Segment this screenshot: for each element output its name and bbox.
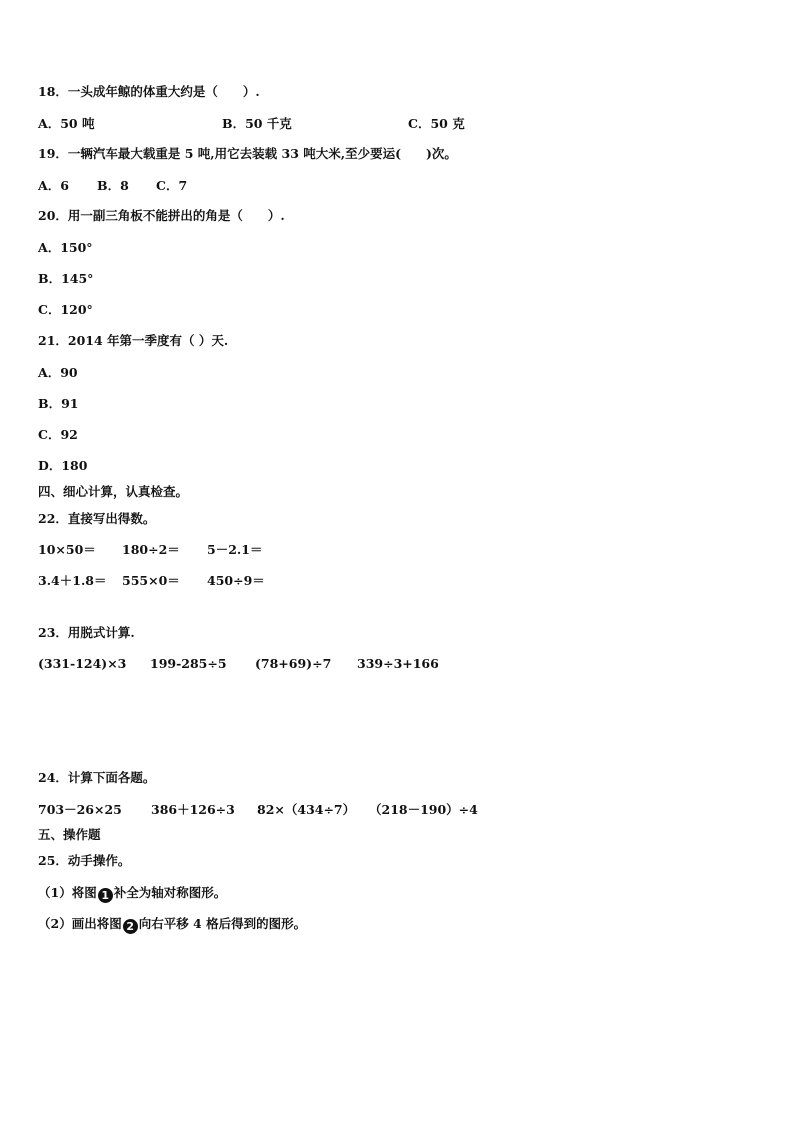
q22-expr: 555×0＝: [122, 573, 180, 588]
q21-option-b: B．91: [38, 396, 79, 411]
q21-option-d: D．180: [38, 458, 88, 473]
q23-expr: (78+69)÷7: [255, 656, 332, 671]
q25-sub1-suffix: 补全为轴对称图形。: [113, 885, 227, 900]
q25-sub1: [38, 885, 226, 903]
q23-stem: 23．用脱式计算.: [38, 625, 135, 640]
q19-option-b: B．8: [97, 178, 129, 193]
q21-option-c: C．92: [38, 427, 78, 442]
q21-option-a: A．90: [38, 365, 78, 380]
q20-option-c: C．120°: [38, 302, 93, 317]
q23-expr: 339÷3+166: [357, 656, 439, 671]
q22-expr: 5－2.1＝: [207, 542, 263, 557]
q25-sub2-prefix: （2）画出将图: [38, 916, 122, 931]
q25-stem: 25．动手操作。: [38, 853, 131, 868]
q21-stem: 21．2014 年第一季度有（ ）天.: [38, 333, 229, 348]
figure-two-mark: 2: [123, 919, 138, 934]
q18-option-a: A．50 吨: [38, 116, 95, 131]
q22-stem: 22．直接写出得数。: [38, 511, 156, 526]
q24-expr: 82×（434÷7）: [257, 802, 356, 817]
section-five-heading: 五、操作题: [38, 827, 101, 842]
section-four-heading: 四、细心计算，认真检查。: [38, 484, 189, 499]
figure-one-mark: 1: [98, 888, 113, 903]
q22-expr: 180÷2＝: [122, 542, 180, 557]
q18-stem: 18．一头成年鲸的体重大约是（ ）.: [38, 84, 260, 99]
q25-sub2-suffix: 向右平移 4 格后得到的图形。: [138, 916, 307, 931]
q23-expr: 199-285÷5: [150, 656, 227, 671]
q20-option-a: A．150°: [38, 240, 93, 255]
q18-option-b: B．50 千克: [222, 116, 292, 131]
q22-expr: 10×50＝: [38, 542, 96, 557]
q22-expr: 3.4＋1.8＝: [38, 573, 107, 588]
q19-option-c: C．7: [156, 178, 188, 193]
q25-sub1-prefix: （1）将图: [38, 885, 97, 900]
q23-expr: (331-124)×3: [38, 656, 127, 671]
q24-expr: 703－26×25: [38, 802, 122, 817]
q25-sub2: [38, 916, 306, 934]
q18-option-c: C．50 克: [408, 116, 465, 131]
q24-stem: 24．计算下面各题。: [38, 770, 156, 785]
q20-option-b: B．145°: [38, 271, 94, 286]
q19-stem: 19．一辆汽车最大载重是 5 吨,用它去装载 33 吨大米,至少要运( )次。: [38, 146, 457, 161]
q24-expr: （218－190）÷4: [369, 802, 478, 817]
q19-option-a: A．6: [38, 178, 69, 193]
q22-expr: 450÷9＝: [207, 573, 265, 588]
q20-stem: 20．用一副三角板不能拼出的角是（ ）.: [38, 208, 285, 223]
q24-expr: 386＋126÷3: [151, 802, 235, 817]
